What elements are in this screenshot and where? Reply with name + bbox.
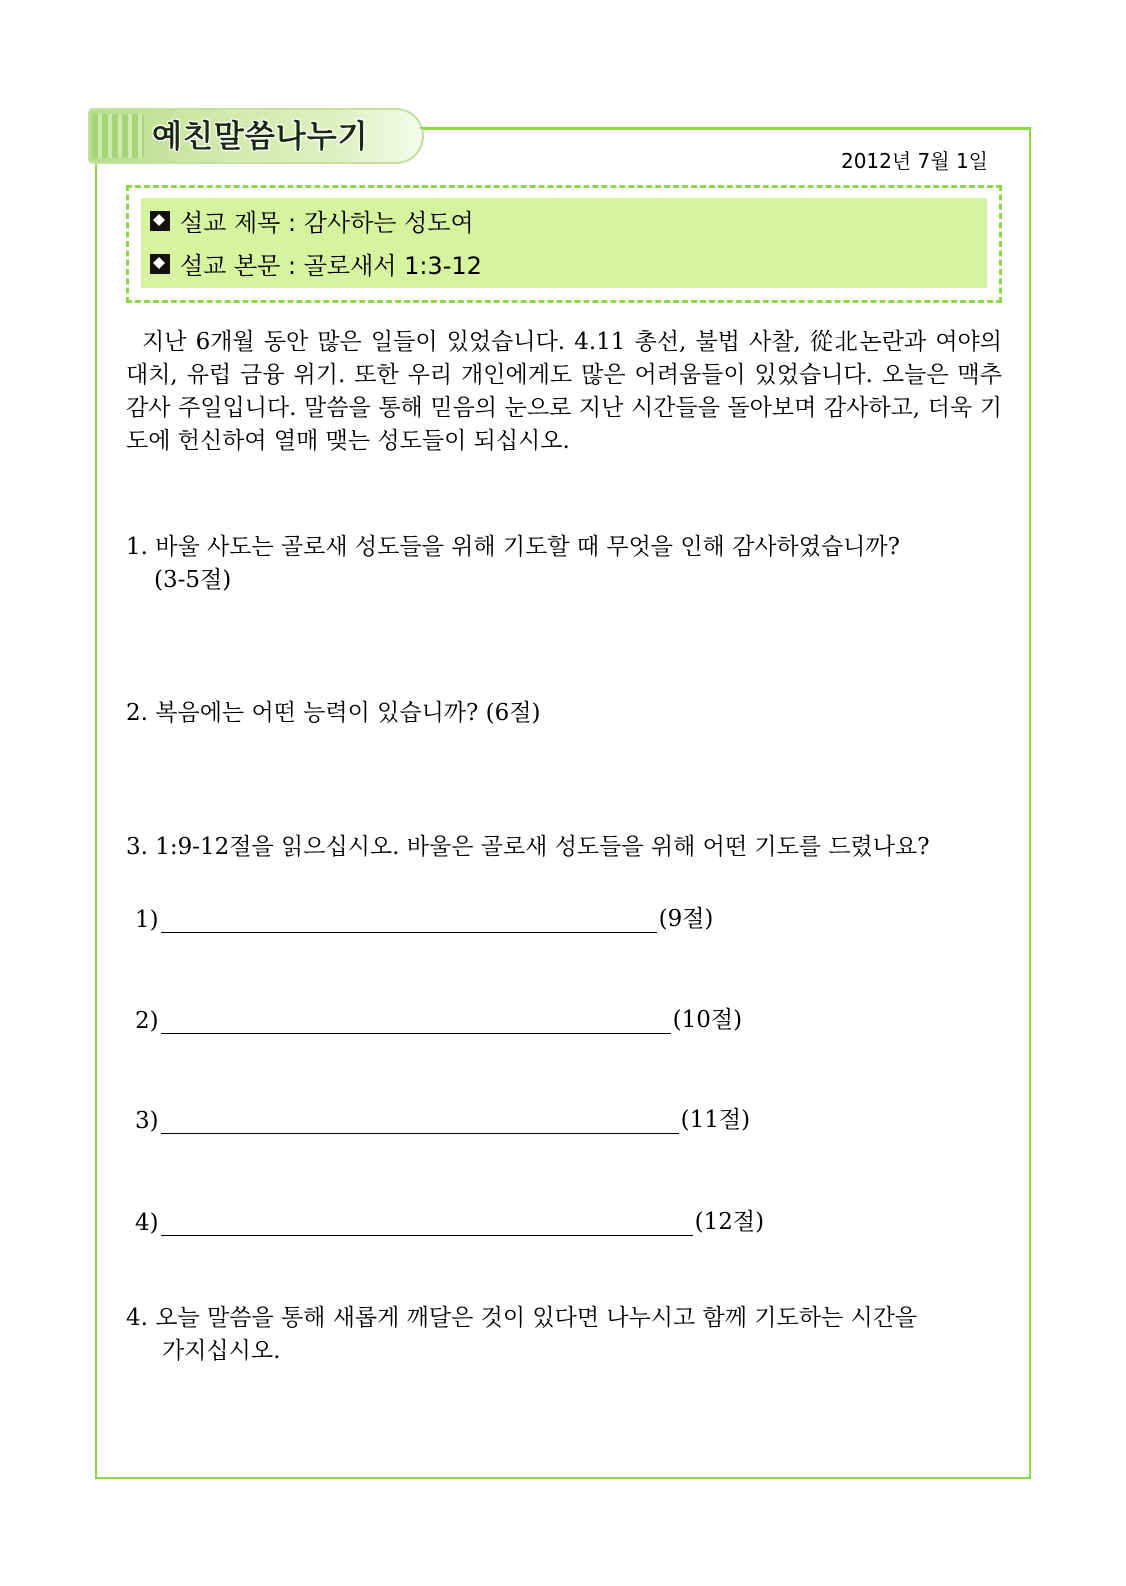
- question-2-text: 2. 복음에는 어떤 능력이 있습니까? (6절): [126, 700, 541, 726]
- question-4-text-cont: 가지십시오.: [162, 1338, 281, 1364]
- answer-row-4: [135, 1203, 764, 1236]
- answer-number: 4): [135, 1210, 159, 1236]
- diamond-bullet-icon: [150, 211, 170, 231]
- answer-blank-line[interactable]: [161, 1211, 693, 1236]
- question-2: [126, 697, 540, 730]
- sermon-text: 설교 본문 : 골로새서 1:3-12: [180, 252, 482, 280]
- answer-row-2: [135, 1001, 742, 1034]
- answer-verse-ref: (12절): [694, 1209, 765, 1235]
- question-1-text: 1. 바울 사도는 골로새 성도들을 위해 기도할 때 무엇을 인해 감사하였습니까?: [126, 534, 900, 560]
- diamond-bullet-icon: [150, 254, 170, 274]
- intro-text: 지난 6개월 동안 많은 일들이 있었습니다. 4.11 총선, 불법 사찰, 從北논란과 여야의 대치, 유럽 금융 위기. 또한 우리 개인에게도 많은 어려움들이 있었습니다. 오늘은 맥추 감사 주일입니다. 말씀을 통해 믿음의 눈으로 지난 시간들을 돌아보며 감사하고, 더욱 기도에 헌신하여 열매 맺는 성도들이 되십시오.: [126, 329, 1002, 454]
- answer-blank-line[interactable]: [161, 1109, 679, 1134]
- answer-number: 2): [135, 1008, 159, 1034]
- question-1: [126, 531, 900, 597]
- question-4-text: 4. 오늘 말씀을 통해 새롭게 깨달은 것이 있다면 나누시고 함께 기도하는 시간을: [126, 1305, 918, 1331]
- answer-blank-line[interactable]: [161, 908, 657, 933]
- intro-paragraph: [126, 326, 1002, 458]
- answer-verse-ref: (10절): [672, 1007, 743, 1033]
- question-3-text: 3. 1:9-12절을 읽으십시오. 바울은 골로새 성도들을 위해 어떤 기도를 드렸나요?: [126, 834, 930, 860]
- answer-verse-ref: (11절): [680, 1107, 751, 1133]
- question-1-ref: (3-5절): [154, 567, 232, 593]
- banner-decoration: [92, 114, 144, 158]
- answer-number: 1): [135, 907, 159, 933]
- sermon-title: 설교 제목 : 감사하는 성도여: [180, 209, 474, 237]
- answer-number: 3): [135, 1108, 159, 1134]
- sermon-text-row: [150, 246, 482, 281]
- answer-row-1: [135, 900, 713, 933]
- question-4: [126, 1302, 917, 1368]
- question-3: [126, 831, 930, 864]
- page-title: 예친말씀나누기: [152, 119, 369, 155]
- header-rule: [420, 127, 1031, 129]
- answer-row-3: [135, 1101, 750, 1134]
- sermon-title-row: [150, 203, 474, 238]
- answer-blank-line[interactable]: [161, 1009, 671, 1034]
- date: 2012년 7월 1일: [840, 149, 988, 173]
- answer-verse-ref: (9절): [658, 906, 714, 932]
